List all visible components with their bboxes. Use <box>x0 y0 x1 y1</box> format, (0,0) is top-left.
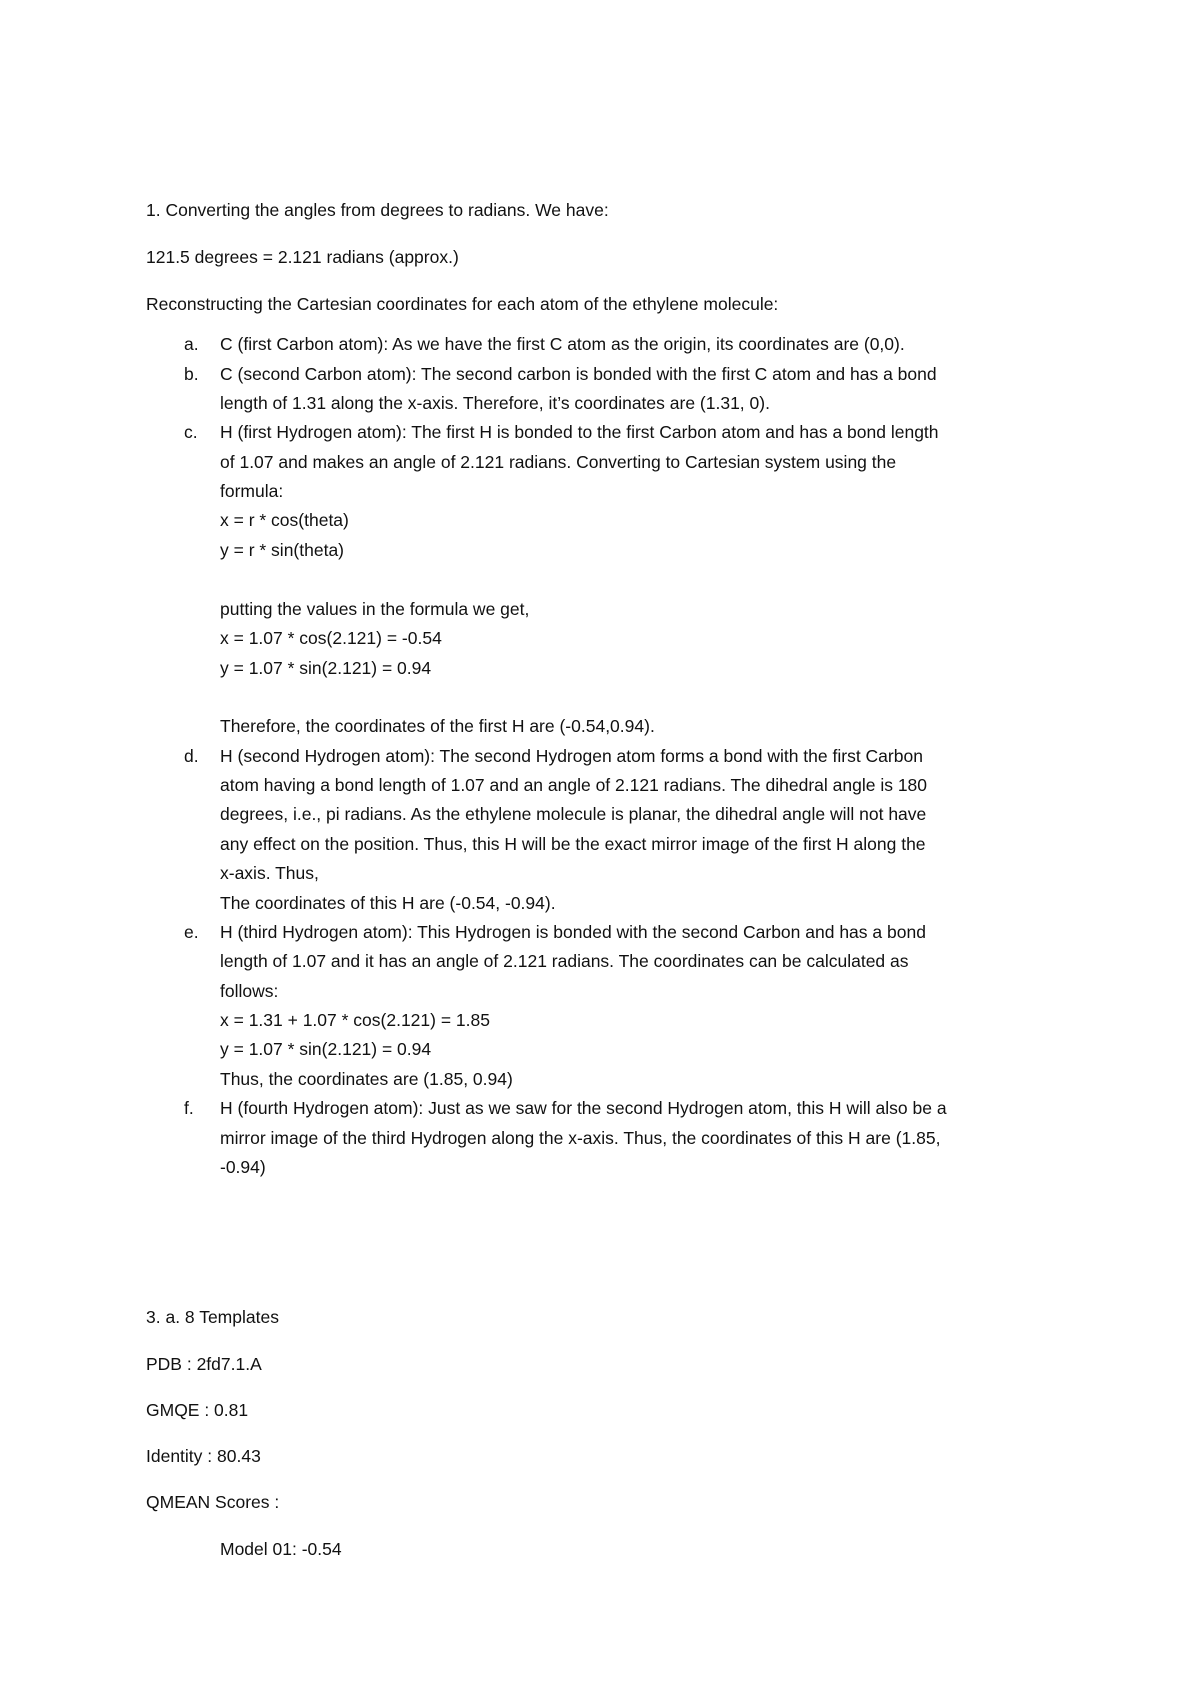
item-d-line-5: x-axis. Thus, <box>220 863 319 883</box>
item-e-line-6: Thus, the coordinates are (1.85, 0.94) <box>220 1069 513 1089</box>
section-3-heading: 3. a. 8 Templates <box>146 1307 279 1327</box>
qmean-heading: QMEAN Scores : <box>146 1492 280 1512</box>
item-b-letter: b. <box>184 364 199 384</box>
item-c-line-5: y = r * sin(theta) <box>220 540 345 560</box>
item-c-line-3: formula: <box>220 481 284 501</box>
item-c-line-11: Therefore, the coordinates of the first H are (-0.54,0.94). <box>220 716 655 736</box>
item-d-line-6: The coordinates of this H are (-0.54, -0.94). <box>220 893 556 913</box>
item-a-line-1: C (first Carbon atom): As we have the first C atom as the origin, its coordinates are (0,0). <box>220 334 905 354</box>
item-d-letter: d. <box>184 746 199 766</box>
item-c-letter: c. <box>184 422 198 442</box>
gmqe-line: GMQE : 0.81 <box>146 1400 249 1420</box>
item-e-line-1: H (third Hydrogen atom): This Hydrogen is bonded with the second Carbon and has a bond <box>220 922 926 942</box>
intro-line: Reconstructing the Cartesian coordinates for each atom of the ethylene molecule: <box>146 294 779 314</box>
item-c-line-1: H (first Hydrogen atom): The first H is bonded to the first Carbon atom and has a bond length <box>220 422 939 442</box>
item-d-line-3: degrees, i.e., pi radians. As the ethylene molecule is planar, the dihedral angle will not have <box>220 804 927 824</box>
item-b-line-1: C (second Carbon atom): The second carbon is bonded with the first C atom and has a bond <box>220 364 937 384</box>
item-c-line-4: x = r * cos(theta) <box>220 510 349 530</box>
item-f-line-1: H (fourth Hydrogen atom): Just as we saw for the second Hydrogen atom, this H will also be a <box>220 1098 947 1118</box>
section-1-heading: 1. Converting the angles from degrees to radians. We have: <box>146 200 609 220</box>
item-c-line-9: y = 1.07 * sin(2.121) = 0.94 <box>220 658 432 678</box>
item-e-line-5: y = 1.07 * sin(2.121) = 0.94 <box>220 1039 432 1059</box>
item-c-line-2: of 1.07 and makes an angle of 2.121 radians. Converting to Cartesian system using the <box>220 452 897 472</box>
item-e-line-2: length of 1.07 and it has an angle of 2.121 radians. The coordinates can be calculated as <box>220 951 909 971</box>
item-e-line-3: follows: <box>220 981 279 1001</box>
item-d-line-4: any effect on the position. Thus, this H will be the exact mirror image of the first H along the <box>220 834 926 854</box>
item-d-line-1: H (second Hydrogen atom): The second Hydrogen atom forms a bond with the first Carbon <box>220 746 923 766</box>
model-01-score: Model 01: -0.54 <box>220 1539 342 1559</box>
item-d-line-2: atom having a bond length of 1.07 and an angle of 2.121 radians. The dihedral angle is 180 <box>220 775 928 795</box>
item-f-line-3: -0.94) <box>220 1157 266 1177</box>
item-c-line-8: x = 1.07 * cos(2.121) = -0.54 <box>220 628 442 648</box>
identity-line: Identity : 80.43 <box>146 1446 261 1466</box>
item-e-line-4: x = 1.31 + 1.07 * cos(2.121) = 1.85 <box>220 1010 490 1030</box>
item-b-line-2: length of 1.31 along the x-axis. Therefore, it’s coordinates are (1.31, 0). <box>220 393 770 413</box>
item-c-line-7: putting the values in the formula we get, <box>220 599 530 619</box>
item-e-letter: e. <box>184 922 199 942</box>
item-f-line-2: mirror image of the third Hydrogen along the x-axis. Thus, the coordinates of this H are (1.85, <box>220 1128 941 1148</box>
item-f-letter: f. <box>184 1098 194 1118</box>
pdb-line: PDB : 2fd7.1.A <box>146 1354 262 1374</box>
conversion-line: 121.5 degrees = 2.121 radians (approx.) <box>146 247 459 267</box>
item-a-letter: a. <box>184 334 199 354</box>
